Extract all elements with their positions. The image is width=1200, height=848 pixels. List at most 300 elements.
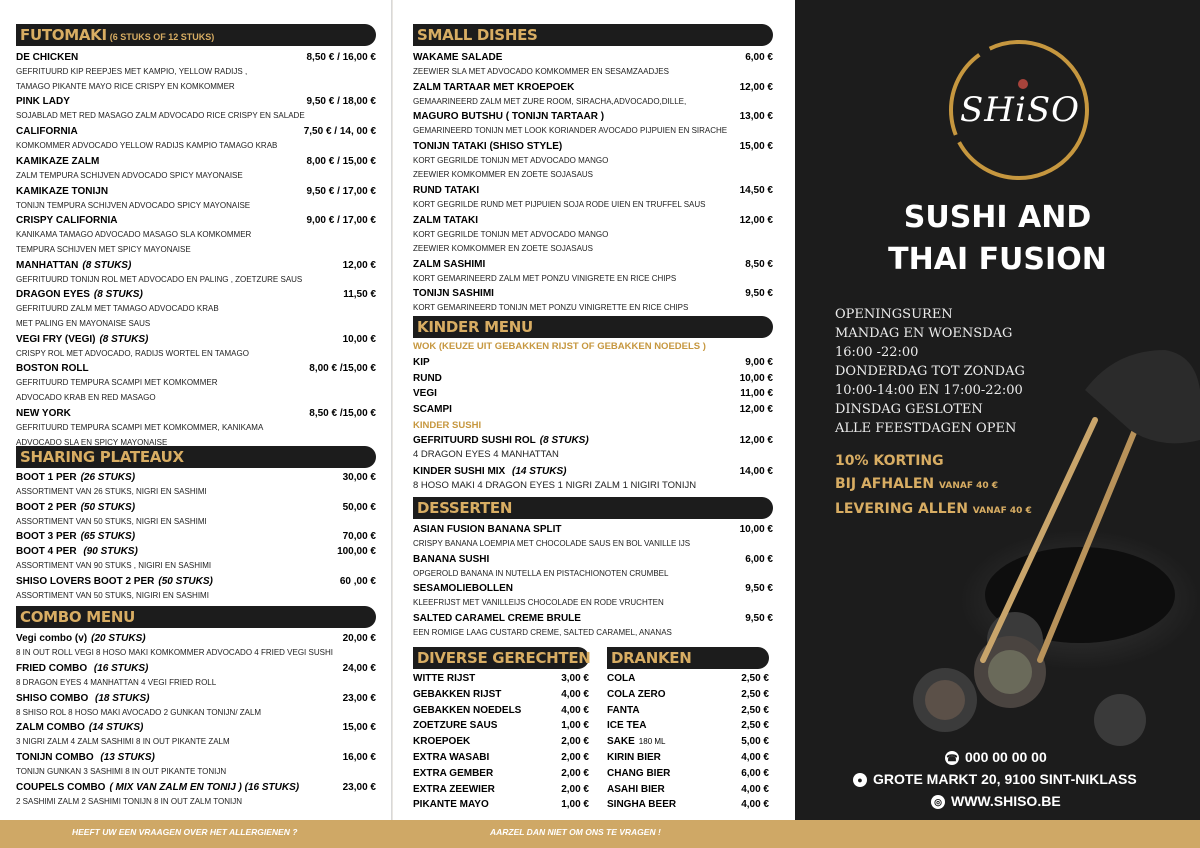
menu-item-title: RUND TATAKI [413, 185, 480, 196]
menu-item-name [607, 766, 670, 781]
menu-item-title: WAKAME SALADE [413, 52, 503, 63]
menu-item-name [16, 631, 146, 646]
section-header-bar [413, 24, 773, 46]
menu-item-price: 8,00 € /15,00 € [309, 363, 376, 375]
menu-item[interactable] [16, 154, 376, 169]
menu-item-title: CALIFORNIA [16, 126, 78, 138]
section-header [413, 647, 589, 669]
menu-item-name [16, 154, 99, 169]
menu-item-qty: (50 STUKS) [158, 575, 213, 587]
menu-item[interactable] [16, 720, 376, 735]
menu-item-title: TONIJN SASHIMI [413, 288, 494, 300]
footer-allergy-note: HEEFT UW EEN VRAAGEN OVER HET ALLERGIENEN ? [72, 827, 298, 837]
menu-item-title: ZALM TARTAAR MET KROEPOEK [413, 81, 575, 93]
menu-item[interactable] [413, 402, 773, 417]
section-header [413, 24, 773, 46]
menu-item[interactable] [413, 552, 773, 567]
menu-item-name [413, 703, 521, 718]
menu-item-price: 8,50 € /15,00 € [309, 407, 376, 419]
section-title: DESSERTEN [417, 499, 513, 517]
section-title: FUTOMAKI [20, 26, 107, 44]
menu-item-name [413, 371, 442, 386]
menu-item-description: 8 IN OUT ROLL VEGI 8 HOSO MAKI KOMKOMMER ADVOCADO 4 FRIED VEGI SUSHI [16, 648, 333, 657]
menu-item[interactable] [607, 734, 769, 749]
menu-item-description: TEMPURA SCHIJVEN MET SPICY MAYONAISE [16, 244, 191, 254]
menu-item-name [413, 611, 581, 626]
menu-item[interactable] [607, 797, 769, 812]
section-header [16, 24, 376, 46]
menu-item-description: GEMAARINEERD ZALM MET ZURE ROOM, SIRACHA,ADVOCADO,DILLE, [413, 96, 687, 106]
promo-pickup: BIJ AFHALEN VANAF 40 € [835, 476, 999, 492]
menu-item-description: GEFRITUURD KIP REEPJES MET KAMPIO, YELLOW RADIJS , [16, 67, 248, 76]
logo-leaf [1018, 79, 1028, 89]
menu-item-qty: (13 STUKS) [100, 752, 155, 764]
menu-item-name [16, 50, 78, 65]
menu-item[interactable] [413, 687, 589, 702]
menu-item-price: 2,50 € [741, 704, 769, 716]
menu-item-description: KORT GEGRILDE TONIJN MET ADVOCADO MANGO [413, 229, 609, 239]
menu-item-name [413, 257, 485, 272]
menu-item-name [413, 402, 452, 417]
menu-item-price: 4,00 € [561, 704, 589, 716]
menu-item[interactable] [16, 332, 376, 347]
section-header [413, 316, 773, 338]
menu-item-price: 1,00 € [561, 799, 589, 811]
contact-address[interactable]: ● GROTE MARKT 20, 9100 SINT-NIKLASS [853, 769, 1137, 789]
section-title: SHARING PLATEAUX [20, 448, 184, 466]
menu-item-name [16, 406, 71, 421]
menu-item-description: 8 DRAGON EYES 4 MANHATTAN 4 VEGI FRIED ROLL [16, 677, 217, 687]
menu-item-description: KORT GEMARINEERD TONIJN MET PONZU VINIGRETTE EN RICE CHIPS [413, 303, 689, 313]
section-header-bar [413, 497, 773, 519]
menu-item-name [413, 734, 470, 749]
menu-item-price: 50,00 € [342, 501, 376, 513]
footer-ask-note: AARZEL DAN NIET OM ONS TE VRAGEN ! [490, 827, 661, 837]
menu-item-price: 6,00 € [745, 553, 773, 565]
kinder-section [413, 316, 773, 496]
menu-item-title: BOSTON ROLL [16, 363, 89, 375]
menu-item-name [16, 94, 70, 109]
menu-item-name [413, 386, 437, 401]
menu-item-title: KIP [413, 357, 430, 368]
menu-item[interactable] [16, 661, 376, 676]
menu-item-qty: (16 STUKS) [91, 662, 149, 674]
menu-item-description: GEFRITUURD ZALM MET TAMAGO ADVOCADO KRAB [16, 304, 219, 314]
menu-item-description: 8 HOSO MAKI 4 DRAGON EYES 1 NIGRI ZALM 1 NIGIRI TONIJN [413, 480, 697, 491]
menu-item[interactable] [413, 50, 773, 65]
desserts-section [413, 497, 773, 642]
menu-item[interactable] [16, 750, 376, 765]
menu-item-title: ASIAN FUSION BANANA SPLIT [413, 524, 562, 535]
menu-item[interactable] [16, 406, 376, 421]
section-header-bar [413, 316, 773, 338]
menu-item[interactable] [607, 703, 769, 718]
menu-item-qty: ( MIX VAN ZALM EN TONIJ ) (16 STUKS) [109, 782, 300, 793]
menu-item-price: 2,00 € [561, 783, 589, 795]
menu-item[interactable] [16, 94, 376, 109]
menu-item-price: 2,00 € [561, 736, 589, 748]
menu-item[interactable] [413, 766, 589, 781]
menu-item[interactable] [16, 691, 376, 706]
menu-item-title: BANANA SUSHI [413, 553, 490, 565]
tagline-2: THAI FUSION [888, 242, 1107, 277]
dranken-section [607, 647, 769, 812]
menu-item-description: CRISPY ROL MET ADVOCADO, RADIJS WORTEL EN TAMAGO [16, 348, 249, 358]
futomaki-section [16, 24, 376, 447]
menu-item[interactable] [16, 287, 376, 302]
menu-item-name [413, 355, 430, 370]
menu-item[interactable] [413, 433, 773, 448]
menu-item-name [607, 703, 640, 718]
hours-line: ALLE FEESTDAGEN OPEN [835, 421, 1017, 436]
promo-discount: 10% KORTING [835, 453, 944, 469]
menu-item[interactable] [16, 184, 376, 199]
menu-item-name [413, 286, 494, 301]
menu-item-title: TONIJN COMBO [16, 752, 97, 764]
menu-item-name [16, 470, 135, 485]
menu-item-name [16, 661, 148, 676]
hours-line: MANDAG EN WOENSDAG [835, 326, 1013, 341]
sharing-section [16, 446, 376, 606]
menu-item[interactable] [607, 687, 769, 702]
menu-item[interactable] [413, 581, 773, 596]
hours-line: DONDERDAG TOT ZONDAG [835, 364, 1025, 379]
menu-item-title: GEBAKKEN NOEDELS [413, 704, 522, 716]
menu-item-title: SAKE [607, 736, 635, 748]
menu-panel-left [0, 0, 392, 820]
menu-item-title: EXTRA ZEEWIER [413, 783, 495, 795]
menu-item-price: 12,00 € [739, 81, 773, 93]
menu-item-price: 11,00 € [740, 388, 773, 399]
menu-item-title: BOOT 4 PER [16, 546, 77, 558]
menu-item-name [16, 750, 155, 765]
menu-item-name [607, 734, 665, 749]
menu-item-price: 4,00 € [561, 688, 589, 700]
combo-section [16, 606, 376, 810]
menu-item-title: NEW YORK [16, 407, 71, 419]
menu-item-price: 4,00 € [741, 752, 769, 763]
menu-item-price: 2,00 € [561, 752, 589, 763]
menu-item-title: ZALM SASHIMI [413, 258, 486, 270]
menu-item-price: 8,50 € / 16,00 € [306, 52, 376, 63]
menu-item-name [16, 691, 149, 706]
menu-item[interactable] [16, 544, 376, 559]
menu-item-price: 4,00 € [741, 783, 769, 795]
menu-item-name [607, 750, 661, 765]
menu-item-qty: (50 STUKS) [80, 501, 136, 513]
menu-item[interactable] [16, 213, 376, 228]
menu-item-name [413, 750, 489, 765]
menu-item-price: 60 ,00 € [339, 575, 376, 587]
menu-item-name [16, 184, 108, 199]
menu-item-title: PIKANTE MAYO [413, 799, 489, 811]
menu-item-description: 2 SASHIMI ZALM 2 SASHIMI TONIJN 8 IN OUT ZALM TONIJN [16, 797, 242, 806]
menu-item-price: 5,00 € [741, 736, 769, 748]
menu-item[interactable] [413, 734, 589, 749]
menu-item-name [16, 332, 148, 347]
menu-item-description: GEFRITUURD TEMPURA SCAMPI MET KOMKOMMER, KANIKAMA [16, 422, 264, 432]
menu-item-price: 8,50 € [745, 258, 773, 270]
menu-item-name [413, 433, 589, 448]
menu-item-qty: (90 STUKS) [80, 546, 138, 558]
menu-item-price: 6,00 € [741, 767, 769, 779]
section-title: COMBO MENU [20, 608, 136, 626]
menu-item-title: Vegi combo (v) [16, 633, 88, 644]
menu-item[interactable] [413, 750, 589, 765]
diverse-section [413, 647, 589, 812]
menu-item-name [16, 529, 135, 544]
menu-item[interactable] [16, 529, 376, 544]
section-header [16, 606, 376, 628]
section-header-bar [16, 446, 376, 468]
menu-item-name [413, 139, 562, 154]
hours-line: DINSDAG GESLOTEN [835, 402, 983, 417]
menu-item-price: 9,00 € / 17,00 € [306, 215, 376, 227]
menu-item-volume: 180 ML [638, 737, 666, 747]
menu-item[interactable] [413, 371, 773, 386]
menu-item[interactable] [413, 183, 773, 198]
menu-item[interactable] [607, 750, 769, 765]
menu-item-name [413, 80, 574, 95]
menu-item-price: 9,00 € [745, 357, 773, 368]
menu-item-qty: (20 STUKS) [91, 633, 146, 644]
menu-item-title: ZOETZURE SAUS [413, 720, 498, 732]
menu-item-description: TONIJN GUNKAN 3 SASHIMI 8 IN OUT PIKANTE TONIJN [16, 767, 227, 777]
menu-item-title: SALTED CARAMEL CREME BRULE [413, 612, 581, 624]
menu-item-name [413, 687, 501, 702]
menu-item-description: OPGEROLD BANANA IN NUTELLA EN PISTACHIONOTEN CRUMBEL [413, 568, 669, 578]
menu-item-name [16, 361, 89, 376]
menu-item-title: VEGI [413, 388, 437, 399]
menu-item[interactable] [413, 782, 589, 797]
section-title: DIVERSE GERECHTEN [417, 649, 591, 667]
menu-item-description: ASSORTIMENT VAN 26 STUKS, NIGRI EN SASHIMI [16, 487, 207, 496]
menu-item-price: 23,00 € [342, 782, 376, 793]
menu-item[interactable] [16, 361, 376, 376]
menu-item-title: WITTE RIJST [413, 673, 476, 684]
menu-item-description: ZEEWIER KOMKOMMER EN ZOETE SOJASAUS [413, 244, 594, 254]
menu-item[interactable] [413, 80, 773, 95]
menu-item-name [16, 574, 213, 589]
menu-item-title: SHISO LOVERS BOOT 2 PER [16, 575, 155, 587]
promo-delivery: LEVERING ALLEN VANAF 40 € [835, 501, 1032, 517]
menu-item-description: ZEEWIER SLA MET ADVOCADO KOMKOMMER EN SESAMZAADJES [413, 67, 669, 76]
menu-item-price: 10,00 € [739, 372, 773, 384]
menu-item-description: ADVOCADO KRAB EN RED MASAGO [16, 393, 156, 403]
menu-item[interactable] [413, 797, 589, 812]
menu-item-qty: (8 STUKS) [99, 333, 149, 345]
menu-item-title: GEFRITUURD SUSHI ROL [413, 435, 536, 446]
menu-item-title: KIRIN BIER [607, 752, 661, 763]
menu-item-name [413, 671, 475, 686]
menu-item-title: VEGI FRY (VEGI) [16, 333, 96, 345]
menu-item[interactable] [413, 611, 773, 626]
menu-item-title: MANHATTAN [16, 259, 79, 271]
menu-item[interactable] [16, 124, 376, 139]
menu-item[interactable] [607, 782, 769, 797]
menu-item-price: 11,50 € [343, 289, 376, 301]
menu-item-title: COLA ZERO [607, 688, 666, 700]
menu-item[interactable] [413, 286, 773, 301]
menu-item-description: MET PALING EN MAYONAISE SAUS [16, 319, 151, 328]
menu-item-description: KORT GEGRILDE TONIJN MET ADVOCADO MANGO [413, 155, 609, 165]
menu-item-title: PINK LADY [16, 96, 70, 108]
menu-item-description: GEFRITUURD TEMPURA SCAMPI MET KOMKOMMER [16, 378, 218, 388]
menu-item-title: FANTA [607, 704, 640, 716]
menu-item-qty: (18 STUKS) [92, 692, 150, 704]
menu-item-title: ICE TEA [607, 720, 647, 732]
menu-item[interactable] [607, 718, 769, 733]
menu-item-description: GEFRITUURD TONIJN ROL MET ADVOCADO EN PALING , ZOETZURE SAUS [16, 274, 303, 284]
menu-item-title: SHISO COMBO [16, 692, 89, 704]
menu-item-price: 12,00 € [739, 435, 773, 446]
menu-item[interactable] [607, 671, 769, 686]
menu-item-price: 4,00 € [741, 799, 769, 811]
menu-panel-middle [393, 0, 795, 820]
menu-item-title: KAMIKAZE TONIJN [16, 185, 109, 197]
menu-item[interactable] [413, 522, 773, 537]
section-header-bar [413, 647, 589, 669]
menu-item-description: KORT GEGRILDE RUND MET PIJPUIEN SOJA RODE UIEN EN TRUFFEL SAUS [413, 200, 706, 209]
menu-item[interactable] [413, 703, 589, 718]
menu-item-description: GEMARINEERD TONIJN MET LOOK KORIANDER AVOCADO PIJPUIEN EN SIRACHE [413, 126, 728, 136]
menu-item-name [16, 213, 118, 228]
menu-item-name [607, 687, 666, 702]
menu-item-title: DE CHICKEN [16, 52, 79, 63]
contact-website[interactable]: ◎ WWW.SHISO.BE [931, 791, 1061, 811]
menu-item-price: 9,50 € [745, 288, 773, 300]
menu-item-title: TONIJN TATAKI (SHISO STYLE) [413, 140, 563, 152]
kinder-sushi-subheader: KINDER SUSHI [413, 420, 482, 431]
brand-panel [795, 0, 1200, 820]
menu-item-qty: (14 STUKS) [88, 722, 144, 734]
globe-icon: ◎ [931, 795, 945, 809]
menu-item-name [413, 782, 495, 797]
menu-item-name [413, 464, 566, 479]
menu-item[interactable] [413, 139, 773, 154]
menu-item-title: SCAMPI [413, 403, 452, 415]
small-dishes-section [413, 24, 773, 314]
menu-item-qty: (8 STUKS) [93, 289, 143, 301]
menu-item-name [413, 766, 493, 781]
menu-item[interactable] [16, 574, 376, 589]
menu-item-title: SINGHA BEER [607, 799, 677, 811]
contact-phone[interactable]: ☎ 000 00 00 00 [946, 749, 1047, 765]
section-header [607, 647, 769, 669]
menu-item[interactable] [413, 386, 773, 401]
menu-item-title: MAGURO BUTSHU ( TONIJN TARTAAR ) [413, 111, 605, 123]
menu-item[interactable] [16, 631, 376, 646]
menu-item-title: CHANG BIER [607, 767, 671, 779]
menu-item-description: KOMKOMMER ADVOCADO YELLOW RADIJS KAMPIO TAMAGO KRAB [16, 141, 278, 151]
menu-item-title: COLA [607, 673, 636, 684]
menu-item-description: KANIKAMA TAMAGO ADVOCADO MASAGO SLA KOMKOMMER [16, 230, 252, 240]
menu-item-name [413, 522, 562, 537]
menu-item-price: 23,00 € [342, 692, 376, 704]
menu-item-description: CRISPY BANANA LOEMPIA MET CHOCOLADE SAUS EN BOL VANILLE IJS [413, 539, 691, 548]
menu-item-price: 2,50 € [741, 688, 769, 700]
menu-item-price: 9,50 € / 18,00 € [306, 96, 376, 108]
menu-item-qty: (8 STUKS) [82, 259, 132, 271]
footer-bar [0, 820, 1200, 848]
menu-item[interactable] [16, 470, 376, 485]
menu-item[interactable] [413, 213, 773, 228]
menu-item-price: 12,00 € [342, 259, 376, 271]
phone-icon: ☎ [946, 753, 958, 764]
menu-item-description: EEN ROMIGE LAAG CUSTARD CREME, SALTED CARAMEL, ANANAS [413, 627, 672, 637]
menu-item-price: 12,00 € [739, 214, 773, 226]
logo: SHiSO [960, 90, 1080, 130]
menu-item-title: DRAGON EYES [16, 289, 90, 301]
menu-item-price: 7,50 € / 14, 00 € [303, 126, 376, 138]
menu-item-name [413, 797, 489, 812]
menu-item-name [16, 287, 143, 302]
menu-item-name [16, 124, 78, 139]
menu-item[interactable] [413, 464, 773, 479]
menu-item-price: 2,50 € [741, 720, 769, 732]
section-header-bar [607, 647, 769, 669]
menu-item-title: BOOT 2 PER [16, 501, 77, 513]
menu-item[interactable] [413, 718, 589, 733]
menu-item-description: ZALM TEMPURA SCHIJVEN ADVOCADO SPICY MAYONAISE [16, 170, 243, 180]
menu-item[interactable] [413, 671, 589, 686]
menu-item-price: 1,00 € [561, 720, 589, 732]
hours-line: 16:00 -22:00 [835, 345, 919, 360]
menu-item-description: KLEEFRIJST MET VANILLEIJS CHOCOLADE EN RODE VRUCHTEN [413, 598, 664, 608]
menu-item-title: GEBAKKEN RIJST [413, 688, 502, 700]
menu-item-price: 8,00 € / 15,00 € [306, 155, 376, 167]
hours-line: 10:00-14:00 EN 17:00-22:00 [835, 383, 1023, 398]
menu-item-title: BOOT 1 PER [16, 472, 77, 483]
section-header [16, 446, 376, 468]
menu-item-price: 6,00 € [745, 52, 773, 63]
tagline-1: SUSHI AND [903, 200, 1092, 235]
section-header-bar [16, 24, 376, 46]
menu-item[interactable] [413, 109, 773, 124]
menu-item[interactable] [413, 355, 773, 370]
menu-item[interactable] [607, 766, 769, 781]
menu-item-name [16, 544, 138, 559]
section-header-bar [16, 606, 376, 628]
menu-item-price: 12,00 € [739, 403, 773, 415]
hours-line: OPENINGSUREN [835, 307, 953, 322]
menu-item-name [413, 552, 489, 567]
menu-item-name [607, 718, 646, 733]
menu-item-price: 10,00 € [342, 333, 376, 345]
menu-item-name [16, 500, 135, 515]
section-title: SMALL DISHES [417, 26, 538, 44]
menu-item-description: 3 NIGRI ZALM 4 ZALM SASHIMI 8 IN OUT PIKANTE ZALM [16, 737, 230, 747]
menu-item-price: 9,50 € [745, 583, 773, 595]
menu-item-name [16, 780, 299, 795]
menu-item-price: 13,00 € [739, 111, 773, 123]
menu-item[interactable] [16, 50, 376, 65]
location-pin-icon: ● [853, 773, 867, 787]
menu-item-qty: (65 STUKS) [80, 531, 136, 543]
menu-item[interactable] [16, 258, 376, 273]
menu-item-description: TAMAGO PIKANTE MAYO RICE CRISPY EN KOMKOMMER [16, 81, 235, 91]
menu-item[interactable] [16, 500, 376, 515]
menu-item-description: ADVOCADO SLA EN SPICY MAYONAISE [16, 437, 168, 447]
menu-item-description: 4 DRAGON EYES 4 MANHATTAN [413, 449, 559, 460]
menu-item-name [607, 797, 676, 812]
menu-item[interactable] [16, 780, 376, 795]
menu-item-price: 70,00 € [342, 531, 376, 543]
menu-item[interactable] [413, 257, 773, 272]
menu-item-title: KAMIKAZE ZALM [16, 155, 100, 167]
menu-item-title: ZALM COMBO [16, 722, 85, 734]
menu-item-name [413, 718, 497, 733]
